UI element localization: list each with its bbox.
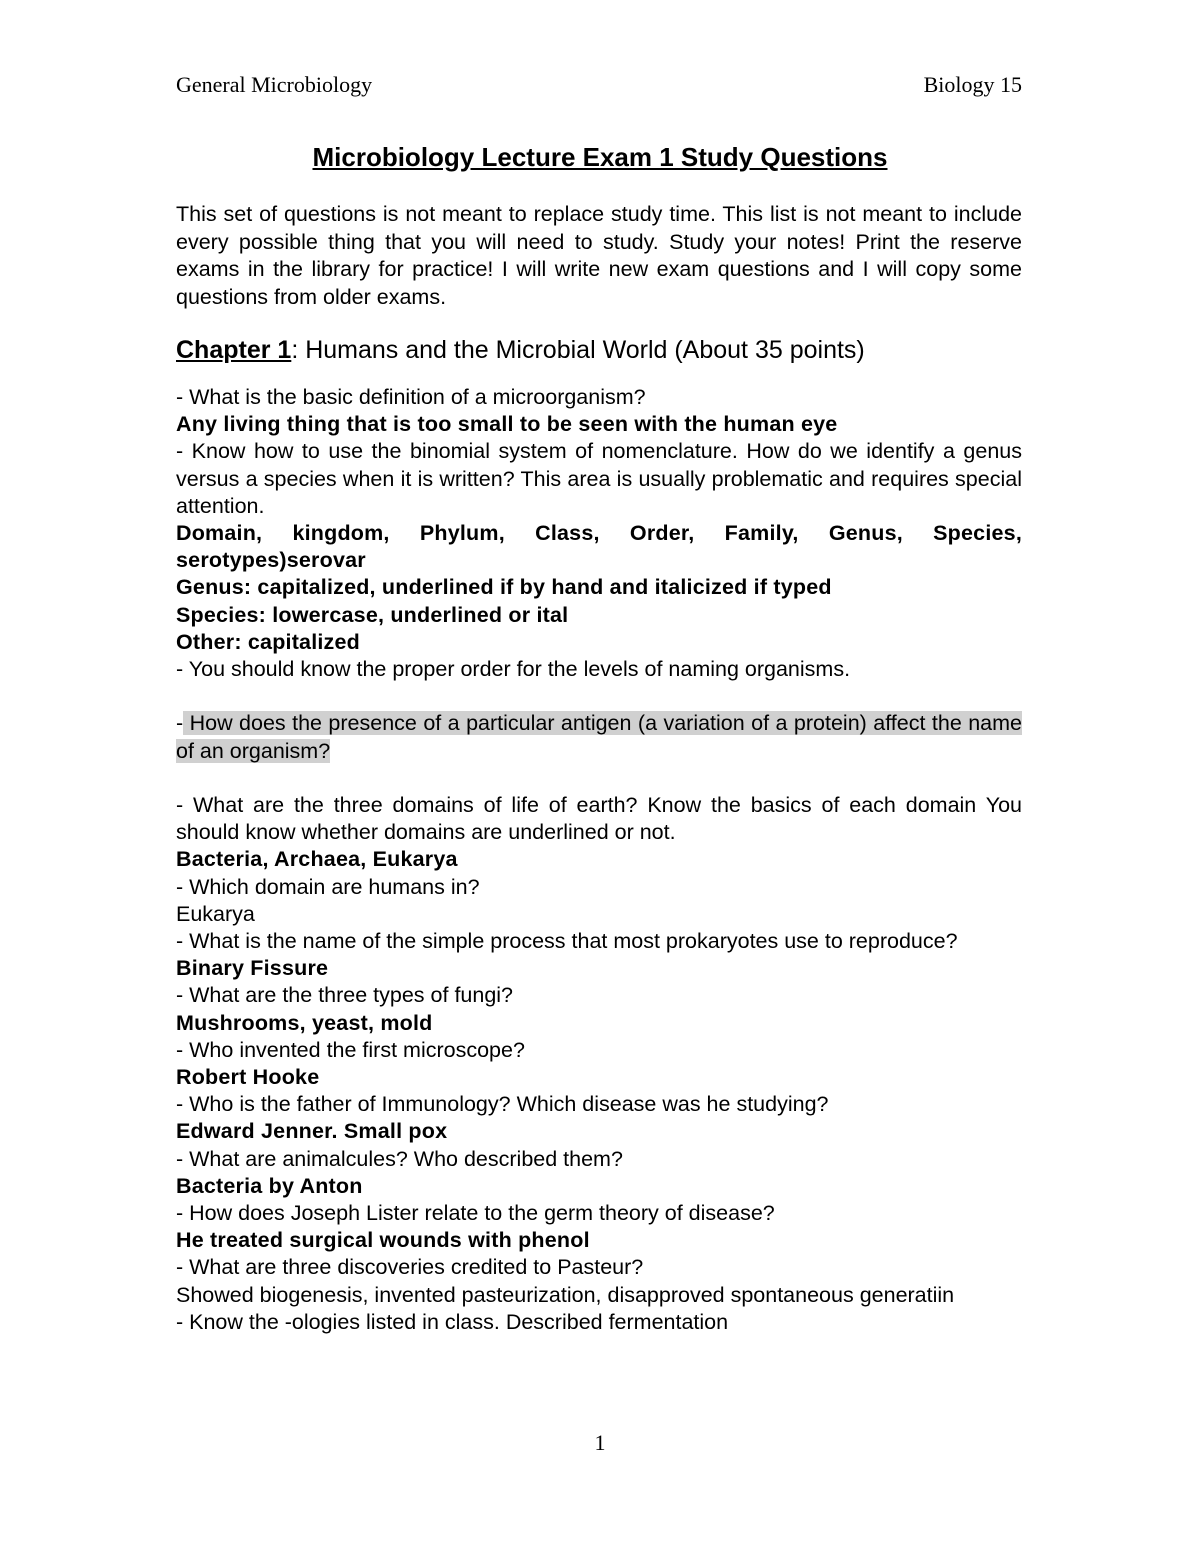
question-microorganism: - What is the basic definition of a microorganism? <box>176 385 646 409</box>
header-course-name: General Microbiology <box>176 72 373 97</box>
study-questions <box>176 384 1022 1336</box>
answer-genus-rule: Genus: capitalized, underlined if by hand and italicized if typed <box>176 575 832 600</box>
answer-pasteur: Showed biogenesis, invented pasteurization, disapproved spontaneous generatiin <box>176 1282 955 1307</box>
question-microscope: - Who invented the first microscope? <box>176 1037 525 1062</box>
answer-immunology: Edward Jenner. Small pox <box>176 1119 448 1144</box>
spacer <box>176 765 1022 792</box>
question-fungi: - What are the three types of fungi? <box>176 983 514 1008</box>
question-animalcules: - What are animalcules? Who described them? <box>176 1146 623 1171</box>
page-title: Microbiology Lecture Exam 1 Study Questions <box>312 142 888 172</box>
question-nomenclature: - Know how to use the binomial system of nomenclature. How do we identify a genus versus a species when it is written? This area is usually problematic and requires special attention. <box>176 439 1022 518</box>
highlighted-text: How does the presence of a particular antigen (a variation of a protein) affect the name of an organism? <box>176 711 1022 763</box>
answer-microorganism: Any living thing that is too small to be seen with the human eye <box>176 412 838 437</box>
answer-domains: Bacteria, Archaea, Eukarya <box>176 847 458 872</box>
question-ologies: - Know the -ologies listed in class. Described fermentation <box>176 1309 729 1334</box>
question-domains: - What are the three domains of life of earth? Know the basics of each domain You should know whether domains are underlined or not. <box>176 793 1022 845</box>
spacer <box>176 683 1022 710</box>
question-immunology: - Who is the father of Immunology? Which disease was he studying? <box>176 1092 829 1117</box>
question-lister: - How does Joseph Lister relate to the germ theory of disease? <box>176 1201 775 1226</box>
question-antigen <box>176 710 1022 764</box>
header-course-code: Biology 15 <box>923 72 1022 97</box>
question-pasteur: - What are three discoveries credited to Pasteur? <box>176 1255 644 1280</box>
question-human-domain: - Which domain are humans in? <box>176 874 480 899</box>
chapter-title: : Humans and the Microbial World (About 35 points) <box>291 336 865 364</box>
answer-lister: He treated surgical wounds with phenol <box>176 1228 590 1253</box>
chapter-heading <box>176 336 1036 365</box>
page-number: 1 <box>594 1430 606 1455</box>
answer-other-rule: Other: capitalized <box>176 629 360 654</box>
answer-taxonomy-levels: Domain, kingdom, Phylum, Class, Order, Family, Genus, Species, serotypes)serovar <box>176 521 1022 573</box>
chapter-number: Chapter 1 <box>176 336 292 364</box>
answer-fungi: Mushrooms, yeast, mold <box>176 1010 433 1035</box>
question-naming-order: - You should know the proper order for the levels of naming organisms. <box>176 657 851 682</box>
question-antigen-dash: - <box>176 711 184 736</box>
answer-animalcules: Bacteria by Anton <box>176 1173 363 1198</box>
answer-species-rule: Species: lowercase, underlined or ital <box>176 602 569 627</box>
answer-microscope: Robert Hooke <box>176 1065 320 1090</box>
answer-human-domain: Eukarya <box>176 901 255 926</box>
answer-reproduction: Binary Fissure <box>176 956 329 981</box>
question-reproduction: - What is the name of the simple process that most prokaryotes use to reproduce? <box>176 929 958 954</box>
intro-paragraph: This set of questions is not meant to replace study time. This list is not meant to include every possible thing that you will need to study. Study your notes! Print the reserve exams in the library for practice! I will write new exam questions and I will copy some questions from older exams. <box>176 202 1022 309</box>
